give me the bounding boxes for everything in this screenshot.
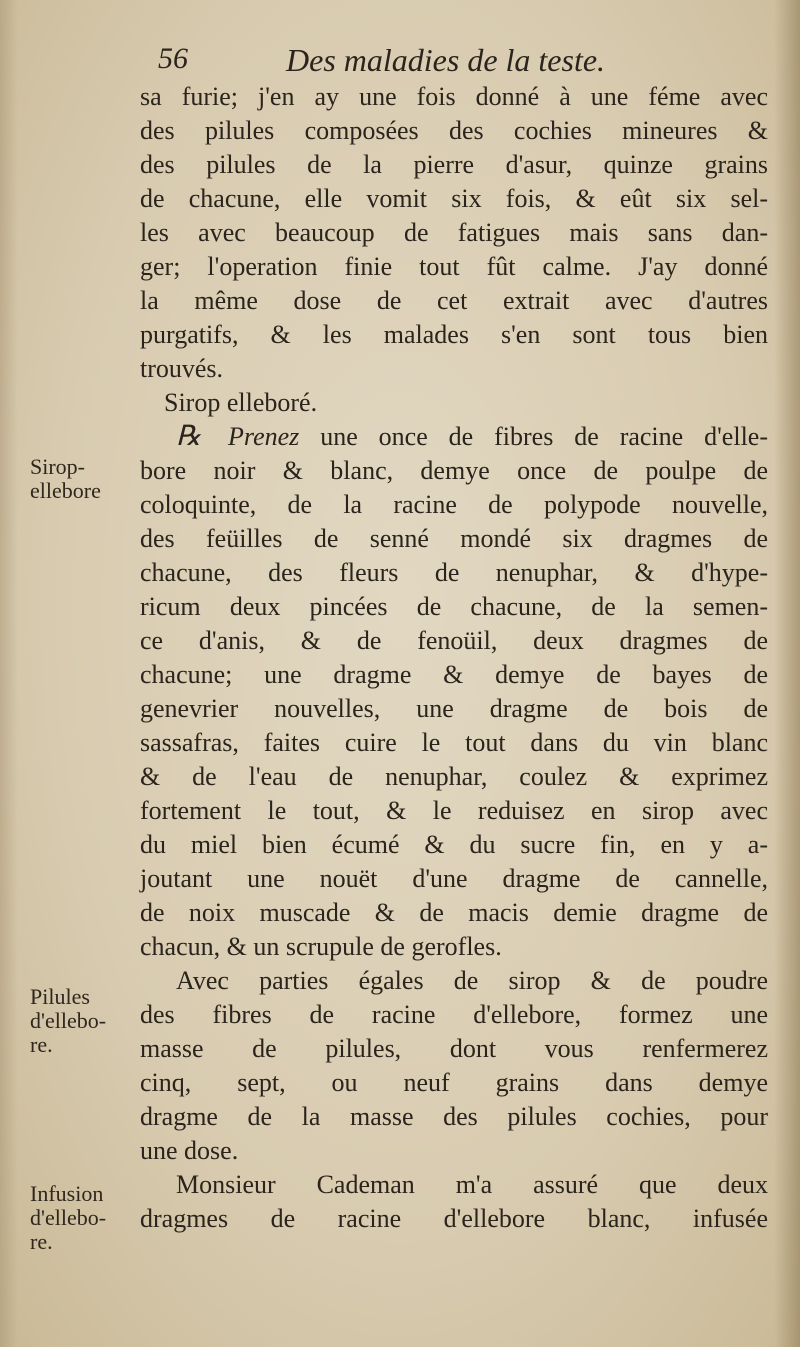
text-line: cinq, sept, ou neuf grains dans demye (140, 1068, 768, 1097)
prenez-word: Prenez (228, 422, 300, 451)
recipe-symbol-icon: ℞ (176, 421, 202, 452)
text-line: des pilules de la pierre d'asur, quinze grains (140, 150, 768, 179)
body-text (140, 80, 768, 1236)
text-line: sassafras, faites cuire le tout dans du vin blanc (140, 728, 768, 757)
text-line: du miel bien écumé & du sucre fin, en y a- (140, 830, 768, 859)
margin-note-infusion: Infusion d'ellebo- re. (30, 1181, 107, 1254)
text-line: trouvés. (140, 354, 224, 383)
text-line: de chacune, elle vomit six fois, & eût six sel- (140, 184, 768, 213)
margin-note-pilules: Pilules d'ellebo- re. (30, 984, 107, 1057)
text-line: joutant une nouët d'une dragme de cannelle, (140, 864, 768, 893)
text-line: de noix muscade & de macis demie dragme de (140, 898, 768, 927)
text-line: ger; l'operation finie tout fût calme. J'ay donné (140, 252, 768, 281)
text-line: genevrier nouvelles, une dragme de bois de (140, 694, 768, 723)
recipe-line: ℞ Prenez une once de fibres de racine d'elle- (176, 421, 768, 452)
text-line: dragmes de racine d'ellebore blanc, infusée (140, 1204, 768, 1233)
text-line: des feüilles de senné mondé six dragmes de (140, 524, 768, 553)
text-line: des fibres de racine d'ellebore, formez une (140, 1000, 768, 1029)
text-line: masse de pilules, dont vous renfermerez (140, 1034, 768, 1063)
text-line: bore noir & blanc, demye once de poulpe de (140, 456, 768, 485)
section-heading-sirop: Sirop elleboré. (164, 388, 318, 417)
text-line: la même dose de cet extrait avec d'autres (140, 286, 768, 315)
text-line: & de l'eau de nenuphar, coulez & exprimez (140, 762, 768, 791)
text-line: les avec beaucoup de fatigues mais sans dan- (140, 218, 768, 247)
text-line: sa furie; j'en ay une fois donné à une féme avec (140, 82, 768, 111)
text-line: chacun, & un scrupule de gerofles. (140, 932, 502, 961)
text-line: chacune; une dragme & demye de bayes de (140, 660, 768, 689)
text-line: ce d'anis, & de fenoüil, deux dragmes de (140, 626, 768, 655)
text-line: fortement le tout, & le reduisez en sirop avec (140, 796, 768, 825)
text-line: Avec parties égales de sirop & de poudre (176, 966, 768, 995)
text-line: ricum deux pincées de chacune, de la semen- (140, 592, 768, 621)
text-line: des pilules composées des cochies mineures & (140, 116, 768, 145)
text-line: une dose. (140, 1136, 239, 1165)
text-line: purgatifs, & les malades s'en sont tous bien (140, 320, 768, 349)
margin-note-sirop: Sirop- ellebore (30, 454, 101, 503)
text-line: dragme de la masse des pilules cochies, pour (140, 1102, 768, 1131)
text-line: chacune, des fleurs de nenuphar, & d'hype- (140, 558, 768, 587)
text-line: Monsieur Cademan m'a assuré que deux (176, 1170, 768, 1199)
page-number: 56 (158, 42, 188, 75)
text-line: coloquinte, de la racine de polypode nouvelle, (140, 490, 768, 519)
running-title: Des maladies de la teste. (286, 42, 606, 78)
